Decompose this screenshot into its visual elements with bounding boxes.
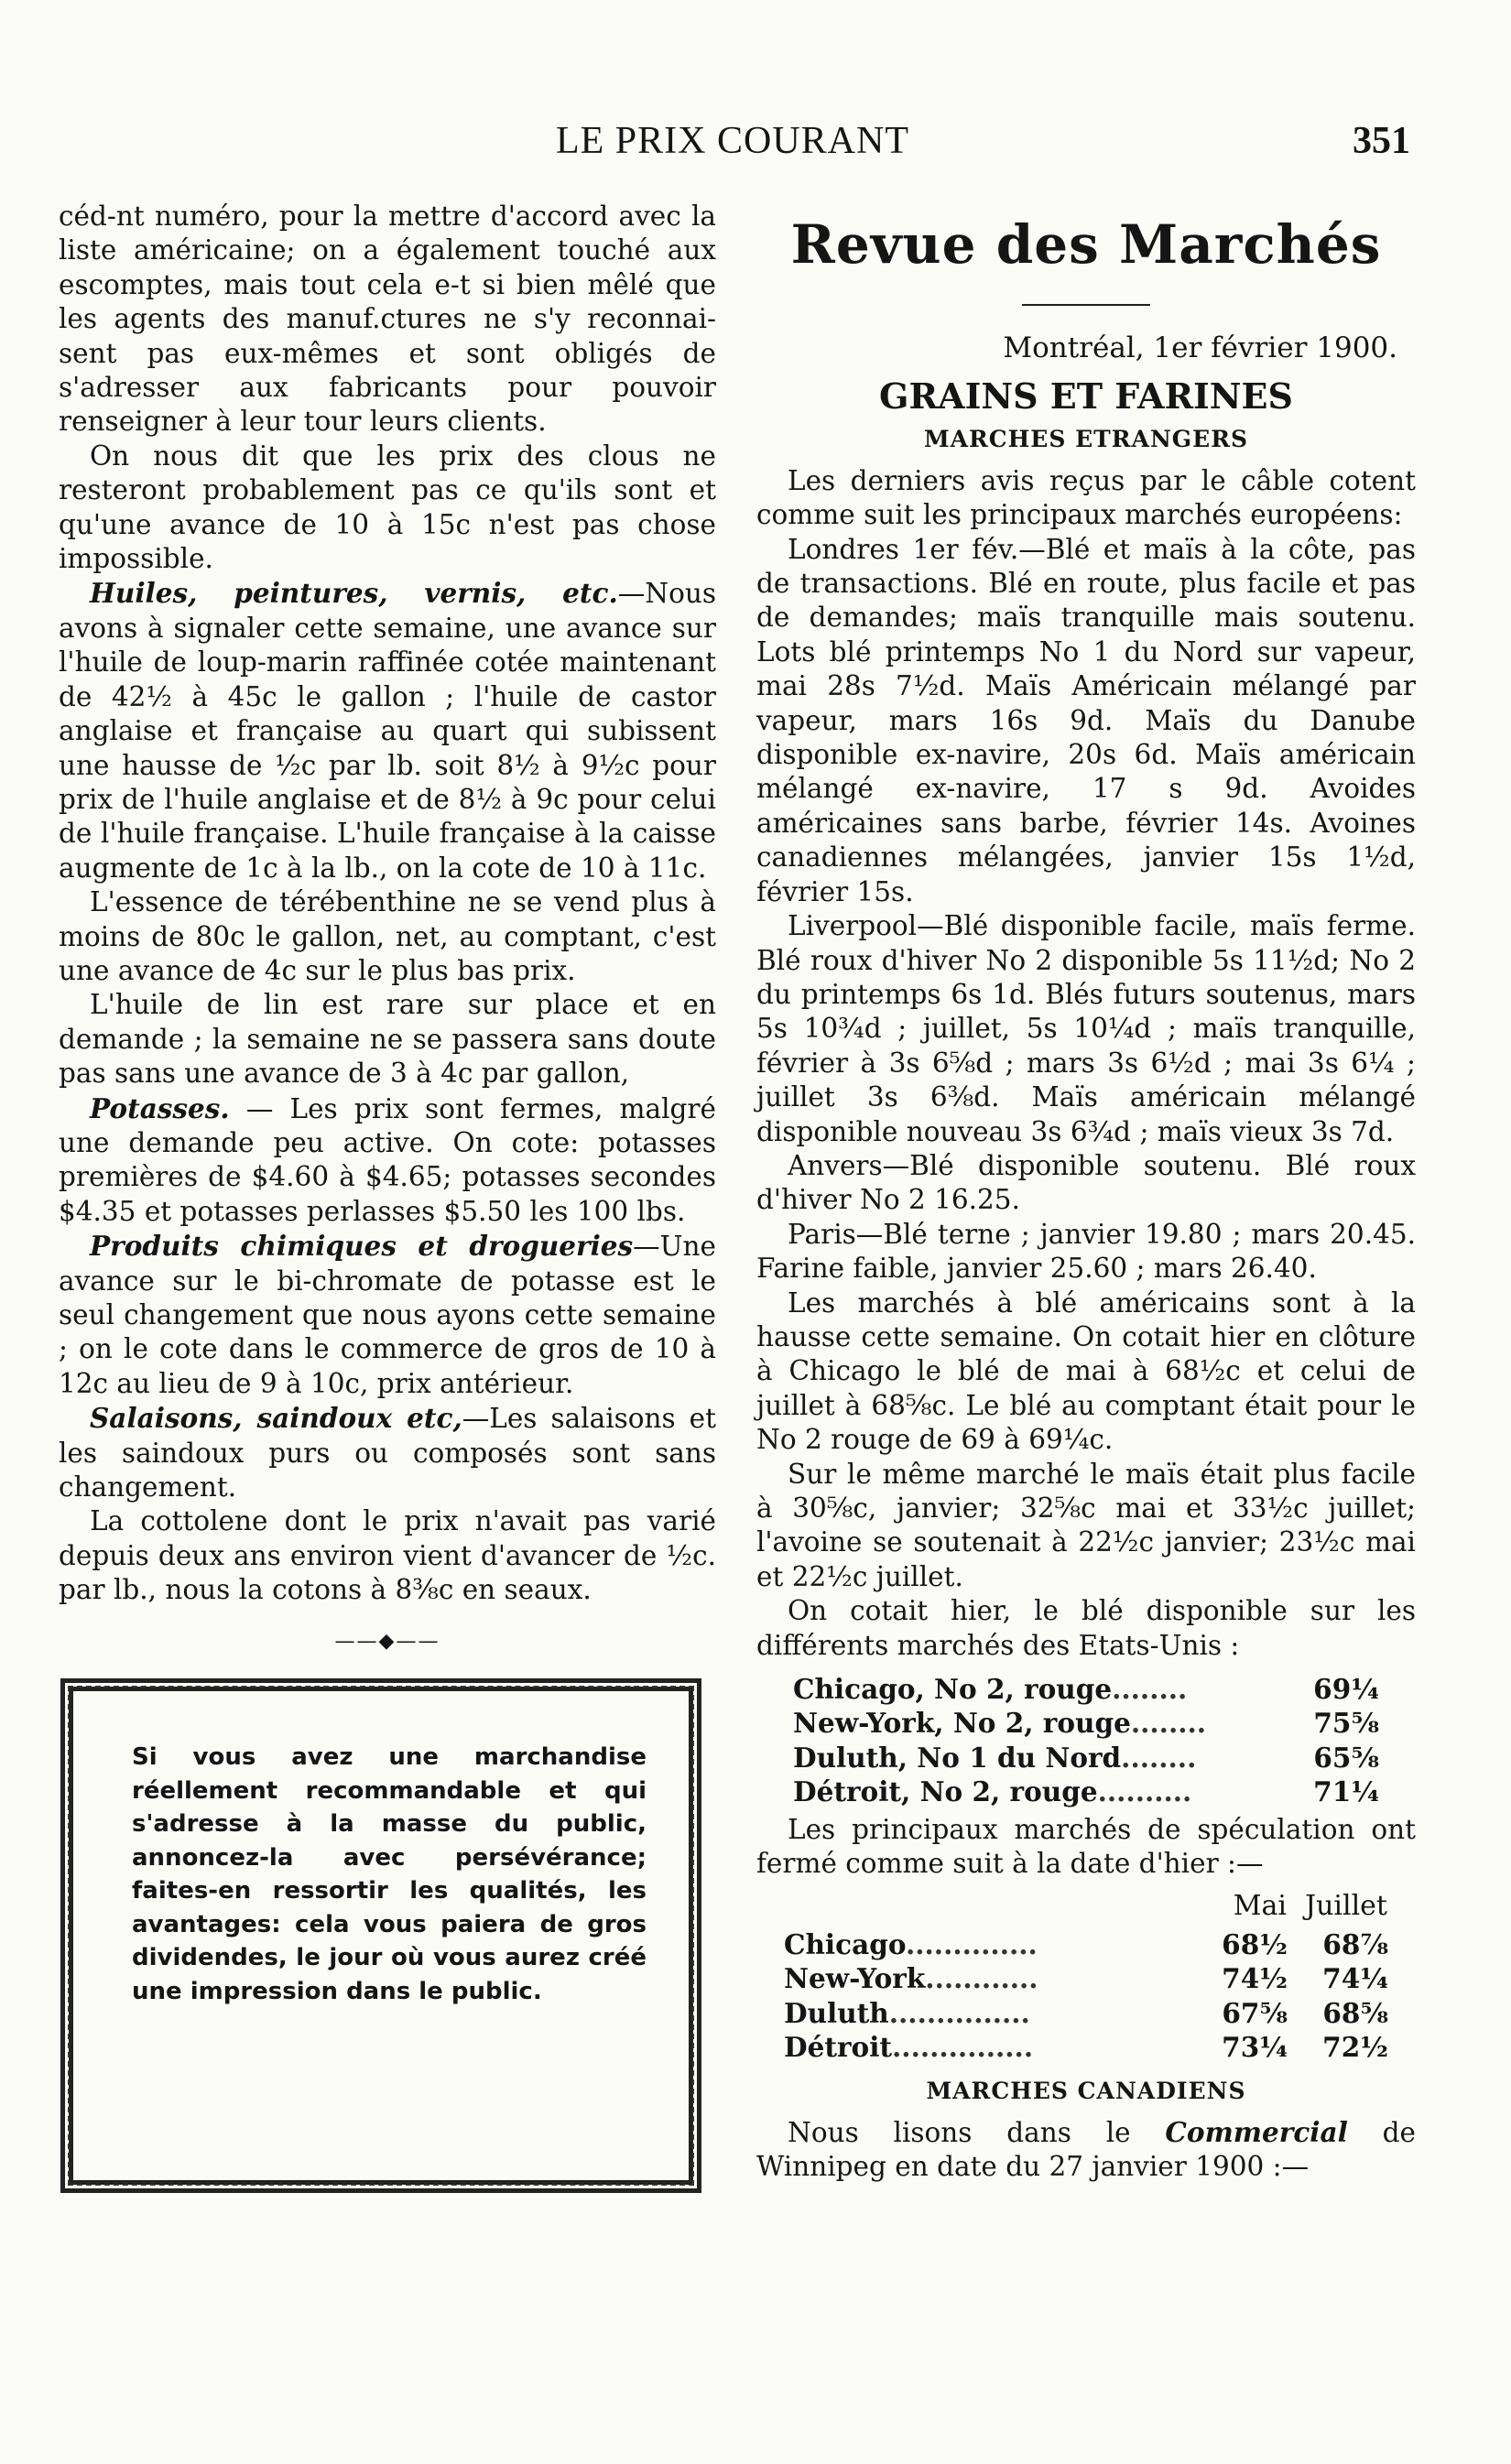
heading-rule (1022, 304, 1150, 306)
quote-label: Détroit, No 2, rouge (793, 1775, 1098, 1808)
paragraph-anvers: Anvers—Blé disponible soutenu. Blé roux d'hiver No 2 16.25. (756, 1149, 1416, 1216)
quote-label: Chicago, No 2, rouge (793, 1673, 1113, 1706)
table-row (784, 1961, 1388, 1995)
running-head (55, 119, 1410, 174)
table-row (784, 2030, 1388, 2064)
table-row (784, 1927, 1388, 1961)
rubric-produits-chimiques: Produits chimiques et drogueries (90, 1230, 634, 1263)
right-column (756, 200, 1416, 2185)
price-juillet: 72½ (1322, 2031, 1388, 2064)
leader-dots: ........ (1121, 1741, 1197, 1774)
paragraph-produits-chimiques (59, 1229, 716, 1401)
rubric-salaisons: Salaisons, saindoux etc, (90, 1402, 462, 1435)
rubric-huiles: Huiles, peintures, vernis, etc. (90, 577, 618, 610)
cash-quotes-table (793, 1672, 1379, 1809)
section-heading-revue: Revue des Marchés (790, 213, 1382, 276)
leader-dots: ........ (1130, 1707, 1207, 1740)
paragraph-mais: Sur le même marché le maïs était plus facile à 30⅝c, janvier; 32⅝c mai et 33½c juillet; l'avoine se soutenait à 22½c janvier; 23½c mai et 22½c juillet. (756, 1458, 1416, 1592)
quote-value: 71¼ (1313, 1775, 1379, 1808)
page-number: 351 (1353, 120, 1410, 162)
paragraph-winnipeg (756, 2115, 1416, 2185)
advertising-notice-box (60, 1678, 701, 2193)
ornament-divider: ——◆—— (334, 1629, 440, 1653)
table-row (793, 1741, 1379, 1775)
paragraph-ble-disponible: On cotait hier, le blé disponible sur les différents marchés des Etats-Unis : (756, 1595, 1416, 1661)
column-header-juillet: Juillet (1305, 1890, 1387, 1923)
subsection-title-canadiens: MARCHES CANADIENS (926, 2077, 1246, 2104)
leader-dots: ............... (888, 1996, 1030, 2029)
paragraph-potasses (59, 1091, 716, 1230)
market-name: Chicago (784, 1927, 906, 1960)
quote-label: Duluth, No 1 du Nord (793, 1741, 1122, 1774)
quote-value: 69¼ (1313, 1673, 1379, 1706)
paragraph-huiles-text: —Nous avons à signaler cette semaine, une avance sur l'huile de loup-marin raffinée cotée maintenant de 42½ à 45c le gallon ; l'huile de castor anglaise et française au quart qui subissent une hausse de ½c par lb. soit 8½ à 9½c pour prix de l'huile anglaise et de 8½ à 9c pour celui de l'huile française. L'huile française à la caisse augmente de 1c à la lb., on la cote de 10 à 11c. (59, 578, 716, 884)
paragraph-huile-lin: L'huile de lin est rare sur place et en demande ; la semaine ne se passera sans doute pas sans une avance de 3 à 4c par gallon, (59, 989, 716, 1090)
price-juillet: 68⅝ (1322, 1996, 1388, 2029)
left-column (59, 200, 716, 2193)
market-name: New-York (784, 1962, 926, 1995)
table-row (793, 1672, 1379, 1706)
speculation-table (784, 1888, 1388, 2064)
paragraph-produits-chimiques-text: —Une avance sur le bi-chromate de potasse est le seul changement que nous ayons cette semaine ; on le cote dans le commerce de gros de 10 à 12c au lieu de 9 à 10c, prix antérieur. (59, 1231, 716, 1399)
quote-label: New-York, No 2, rouge (793, 1707, 1131, 1740)
advertising-notice-text: Si vous avez une marchandise réellement recommandable et qui s'adresse à la masse du public, annoncez-la avec persévérance; faites-en ressortir les qualités, les avantages: cela vous paiera de gros dividendes, le jour où vous aurez créé une impression dans le public. (132, 1743, 647, 2005)
column-header-mai: Mai (1233, 1890, 1287, 1923)
section-title-grains: GRAINS ET FARINES (879, 375, 1293, 418)
leader-dots: .............. (906, 1927, 1038, 1960)
table-row (793, 1706, 1379, 1740)
table-row (784, 1996, 1388, 2030)
price-juillet: 74¼ (1322, 1962, 1388, 1995)
paragraph-clous: On nous dit que les prix des clous ne resteront probablement pas ce qu'ils sont et qu'une avance de 10 à 15c n'est pas chose impossible. (59, 440, 716, 575)
leader-dots: .......... (1097, 1775, 1192, 1808)
rubric-potasses: Potasses. (90, 1091, 230, 1124)
quote-value: 75⅝ (1313, 1707, 1379, 1740)
paragraph-speculation: Les principaux marchés de spéculation ont fermé comme suit à la date d'hier :— (756, 1813, 1416, 1880)
price-mai: 74½ (1222, 1962, 1288, 1995)
paragraph-winnipeg-b: de Winnipeg en date du 27 janvier 1900 :— (756, 2116, 1416, 2183)
price-mai: 73¼ (1222, 2031, 1288, 2064)
paragraph-terebenthine: L'essence de térébenthine ne se vend plus à moins de 80c le gallon, net, au comptant, c'est une avance de 4c sur le plus bas prix. (59, 886, 716, 986)
source-commercial: Commercial (1165, 2115, 1348, 2148)
subsection-title-etrangers: MARCHES ETRANGERS (923, 426, 1249, 453)
quote-value: 65⅝ (1313, 1741, 1379, 1774)
paragraph-winnipeg-a: Nous lisons dans le (788, 2116, 1166, 2148)
paragraph-cable: Les derniers avis reçus par le câble cotent comme suit les principaux marchés européens: (756, 464, 1416, 531)
market-name: Détroit (784, 2031, 893, 2064)
price-mai: 68½ (1222, 1927, 1288, 1960)
market-name: Duluth (784, 1996, 889, 2029)
table-header-row (784, 1888, 1388, 1927)
paragraph-londres: Londres 1er fév.—Blé et maïs à la côte, pas de transactions. Blé en route, plus facile et pas de demandes; maïs tranquille mais soutenu. Lots blé printemps No 1 du Nord sur vapeur, mai 28s 7½d. Maïs Américain mélangé par vapeur, mars 16s 9d. Maïs du Danube disponible ex-navire, 20s 6d. Maïs américain mélangé ex-navire, 17 s 9d. Avoides américaines sans barbe, février 14s. Avoines canadiennes mélangées, janvier 15s 1½d, février 15s. (756, 533, 1416, 907)
table-row (793, 1775, 1379, 1808)
paragraph-salaisons (59, 1401, 716, 1504)
price-mai: 67⅝ (1222, 1996, 1288, 2029)
dateline: Montréal, 1er février 1900. (1003, 331, 1397, 364)
paragraph-paris: Paris—Blé terne ; janvier 19.80 ; mars 20.45. Farine faible, janvier 25.60 ; mars 26.40. (756, 1218, 1416, 1285)
leader-dots: ............ (925, 1962, 1038, 1995)
paragraph-cottolene: La cottolene dont le prix n'avait pas varié depuis deux ans environ vient d'avancer de ½c. par lb., nous la cotons à 8⅜c en seaux. (59, 1505, 716, 1606)
paragraph-marches-americains: Les marchés à blé américains sont à la hausse cette semaine. On cotait hier en clôture à Chicago le blé de mai à 68½c et celui de juillet à 68⅝c. Le blé au comptant était pour le No 2 rouge de 69 à 69¼c. (756, 1286, 1416, 1456)
leader-dots: ............... (892, 2031, 1034, 2064)
paragraph-potasses-text: — Les prix sont fermes, malgré une demande peu active. On cote: potasses premières de $4.60 à $4.65; potasses secondes $4.35 et potasses perlasses $5.50 les 100 lbs. (59, 1092, 716, 1227)
leader-dots: ........ (1112, 1673, 1188, 1706)
running-title: LE PRIX COURANT (555, 120, 909, 162)
paragraph-liverpool: Liverpool—Blé disponible facile, maïs ferme. Blé roux d'hiver No 2 disponible 5s 11½d; No 2 du printemps 6s 1d. Blés futurs soutenus, mars 5s 10¾d ; juillet, 5s 10¼d ; maïs tranquille, février à 3s 6⅝d ; mars 3s 6½d ; mai 3s 6¼ ; juillet 3s 6⅜d. Maïs américain mélangé disponible nouveau 3s 6¾d ; maïs vieux 3s 7d. (756, 910, 1416, 1147)
paragraph-salaisons-text: —Les salaisons et les saindoux purs ou composés sont sans changement. (59, 1403, 716, 1503)
price-juillet: 68⅞ (1322, 1927, 1388, 1960)
paragraph-huiles (59, 576, 716, 885)
paragraph-escomptes: céd-nt numéro, pour la mettre d'accord avec la liste américaine; on a également touché aux escomptes, mais tout cela e-t si bien mêlé que les agents des manuf.ctures ne s'y reconnai-sent pas eux-mêmes et sont obligés de s'adresser aux fabricants pour pouvoir renseigner à leur tour leurs clients. (59, 201, 716, 438)
